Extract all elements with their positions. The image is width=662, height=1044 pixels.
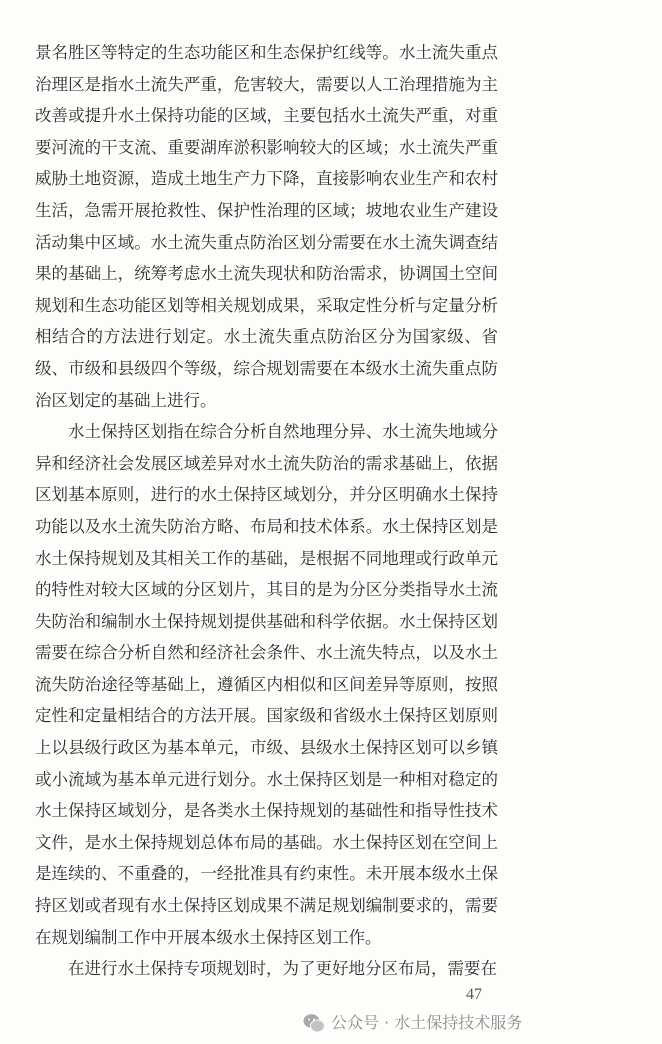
text-line: 级、市级和县级四个等级，综合规划需要在本级水土流失重点防 <box>35 358 498 378</box>
text-line: 在规划编制工作中开展本级水土保持区划工作。 <box>35 927 382 947</box>
text-line: 上以县级行政区为基本单元，市级、县级水土保持区划可以乡镇 <box>35 738 498 758</box>
text-line: 持区划或者现有水土保持区划成果不满足规划编制要求的，需要 <box>35 896 498 916</box>
text-line: 文件，是水土保持规划总体布局的基础。水土保持区划在空间上 <box>35 832 498 852</box>
text-line: 果的基础上，统筹考虑水土流失现状和防治需求，协调国土空间 <box>35 264 498 284</box>
watermark <box>303 1012 522 1034</box>
text-line: 功能以及水土流失防治方略、布局和技术体系。水土保持区划是 <box>35 516 498 536</box>
text-line: 异和经济社会发展区域差异对水土流失防治的需求基础上，依据 <box>35 453 498 473</box>
text-line: 或小流域为基本单元进行划分。水土保持区划是一种相对稳定的 <box>35 769 498 789</box>
text-line: 的特性对较大区域的分区划片，其目的是为分区分类指导水土流 <box>35 580 498 600</box>
text-line: 水土保持规划及其相关工作的基础，是根据不同地理或行政单元 <box>35 548 498 568</box>
text-line: 规划和生态功能区划等相关规划成果，采取定性分析与定量分析 <box>35 295 498 315</box>
text-line: 改善或提升水土保持功能的区域，主要包括水土流失严重，对重 <box>35 106 498 126</box>
text-line: 在进行水土保持专项规划时，为了更好地分区布局，需要在 <box>68 959 497 979</box>
text-line: 要河流的干支流、重要湖库淤积影响较大的区域；水土流失严重 <box>35 137 498 157</box>
text-line: 相结合的方法进行划定。水土流失重点防治区分为国家级、省 <box>35 327 498 347</box>
text-line: 定性和定量相结合的方法开展。国家级和省级水土保持区划原则 <box>35 706 498 726</box>
text-line: 威胁土地资源，造成土地生产力下降，直接影响农业生产和农村 <box>35 169 498 189</box>
text-line: 水土保持区划指在综合分析自然地理分异、水土流失地域分 <box>68 422 498 442</box>
text-line: 活动集中区域。水土流失重点防治区划分需要在水土流失调查结 <box>35 232 498 252</box>
watermark-text: 公众号 · 水土保持技术服务 <box>331 1013 523 1032</box>
document-body <box>35 37 498 985</box>
text-line: 失防治和编制水土保持规划提供基础和科学依据。水土保持区划 <box>35 611 498 631</box>
text-line: 流失防治途径等基础上，遵循区内相似和区间差异等原则，按照 <box>35 674 498 694</box>
text-line: 水土保持区域划分，是各类水土保持规划的基础性和指导性技术 <box>35 801 498 821</box>
text-line: 治区划定的基础上进行。 <box>35 390 217 410</box>
page-number: 47 <box>466 986 482 1003</box>
text-line: 生活，急需开展抢救性、保护性治理的区域；坡地农业生产建设 <box>35 200 498 220</box>
text-line: 区划基本原则，进行的水土保持区域划分，并分区明确水土保持 <box>35 485 498 505</box>
text-line: 治理区是指水土流失严重，危害较大，需要以人工治理措施为主 <box>35 74 498 94</box>
text-line: 是连续的、不重叠的，一经批准具有约束性。未开展本级水土保 <box>35 864 498 884</box>
text-line: 需要在综合分析自然和经济社会条件、水土流失特点，以及水土 <box>35 643 498 663</box>
wechat-icon <box>303 1013 325 1033</box>
text-line: 景名胜区等特定的生态功能区和生态保护红线等。水土流失重点 <box>35 43 498 62</box>
